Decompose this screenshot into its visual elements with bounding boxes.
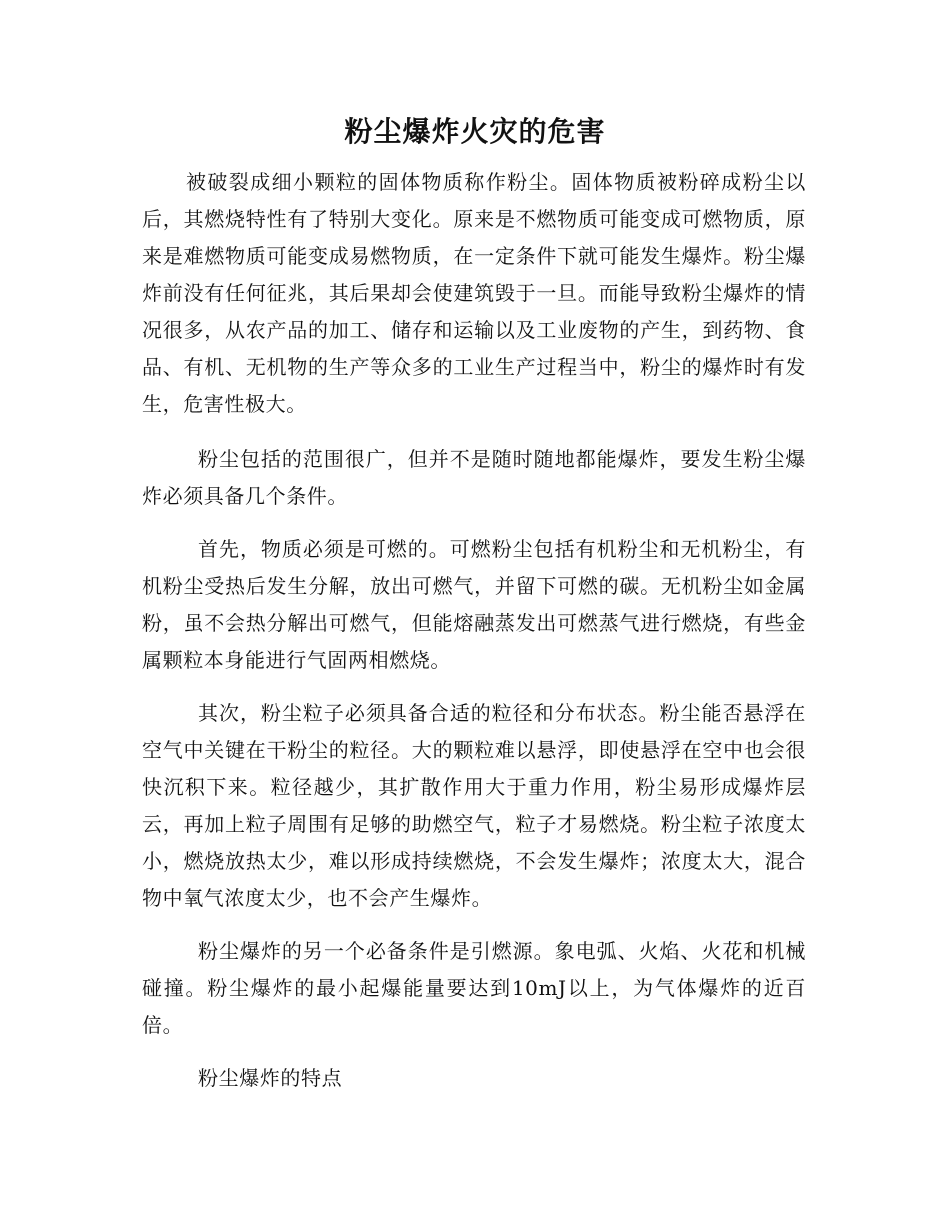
- section-heading-explosion-features: 粉尘爆炸的特点: [198, 1066, 343, 1090]
- paragraph-ignition-source-condition: 粉尘爆炸的另一个必备条件是引燃源。象电弧、火焰、火花和机械碰撞。粉尘爆炸的最小起爆能量要达到10mJ以上，为气体爆炸的近百倍。: [142, 939, 806, 1037]
- paragraph-dust-definition: 被破裂成细小颗粒的固体物质称作粉尘。固体物质被粉碎成粉尘以后，其燃烧特性有了特别大变化。原来是不燃物质可能变成可燃物质，原来是难燃物质可能变成易燃物质，在一定条件下就可能发生爆炸。粉尘爆炸前没有任何征兆，其后果却会使建筑毁于一旦。而能导致粉尘爆炸的情况很多，从农产品的加工、储存和运输以及工业废物的产生，到药物、食品、有机、无机物的生产等众多的工业生产过程当中，粉尘的爆炸时有发生，危害性极大。: [142, 170, 806, 416]
- paragraph-combustible-condition: 首先，物质必须是可燃的。可燃粉尘包括有机粉尘和无机粉尘，有机粉尘受热后发生分解，放出可燃气，并留下可燃的碳。无机粉尘如金属粉，虽不会热分解出可燃气，但能熔融蒸发出可燃蒸气进行燃烧，有些金属颗粒本身能进行气固两相燃烧。: [142, 537, 806, 672]
- document-title: 粉尘爆炸火灾的危害: [344, 115, 606, 148]
- paragraph-explosion-conditions-intro: 粉尘包括的范围很广，但并不是随时随地都能爆炸，要发生粉尘爆炸必须具备几个条件。: [142, 447, 806, 508]
- paragraph-particle-size-condition: 其次，粉尘粒子必须具备合适的粒径和分布状态。粉尘能否悬浮在空气中关键在干粉尘的粒径。大的颗粒难以悬浮，即使悬浮在空中也会很快沉积下来。粒径越少，其扩散作用大于重力作用，粉尘易形成爆炸层云，再加上粒子周围有足够的助燃空气，粒子才易燃烧。粉尘粒子浓度太小，燃烧放热太少，难以形成持续燃烧，不会发生爆炸；浓度太大，混合物中氧气浓度太少，也不会产生爆炸。: [142, 701, 806, 910]
